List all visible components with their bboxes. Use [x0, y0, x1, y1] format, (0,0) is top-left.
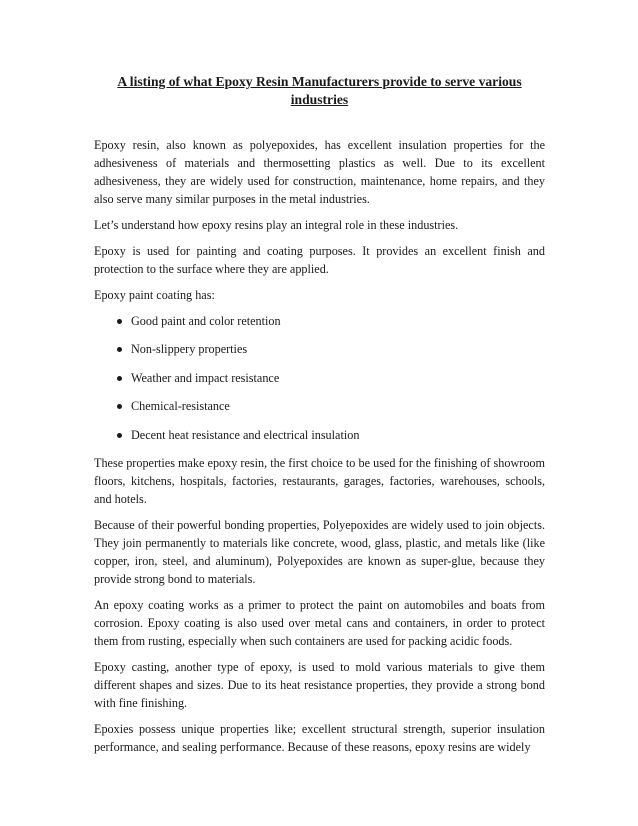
bullet-icon — [117, 376, 122, 381]
paragraph-finishing: These properties make epoxy resin, the first choice to be used for the finishing of showroom floors, kitchens, hospitals, factories, restaurants, garages, factories, warehouses, schools, and hotels. — [94, 455, 545, 506]
document-title: A listing of what Epoxy Resin Manufacturers provide to serve various industries — [117, 74, 522, 107]
paragraph-intro: Epoxy resin, also known as polyepoxides, has excellent insulation properties for the adhesiveness of materials and thermosetting plastics as well. Due to its excellent adhesiveness, they are widely used for construction, maintenance, home repairs, and they also serve many similar purposes in the metal industries. — [94, 138, 545, 206]
paragraph-bonding: Because of their powerful bonding properties, Polyepoxides are widely used to join objects. They join permanently to materials like concrete, wood, glass, plastic, and metals like (like copper, iron, steel, and aluminum), Polyepoxides are known as super-glue, because they provide strong bond to materials. — [94, 517, 545, 586]
paragraph-understand: Let’s understand how epoxy resins play an integral role in these industries. — [94, 218, 459, 232]
paragraph-painting: Epoxy is used for painting and coating purposes. It provides an excellent finish and protection to the surface where they are applied. — [94, 244, 545, 276]
paragraph-properties: Epoxies possess unique properties like; excellent structural strength, superior insulation performance, and sealing performance. Because of these reasons, epoxy resins are widely — [94, 721, 545, 754]
list-item — [94, 397, 545, 415]
bullet-icon — [117, 347, 122, 352]
list-item-text: Decent heat resistance and electrical insulation — [131, 427, 360, 442]
bullet-icon — [117, 319, 122, 324]
list-item — [94, 369, 545, 387]
list-item-text: Non-slippery properties — [131, 342, 248, 357]
list-item-text: Weather and impact resistance — [131, 370, 280, 385]
list-item-text: Chemical-resistance — [131, 399, 230, 414]
list-item-text: Good paint and color retention — [131, 314, 281, 328]
list-item — [94, 340, 545, 358]
bullet-icon — [117, 404, 122, 409]
bullet-icon — [117, 433, 122, 438]
properties-list — [94, 312, 545, 444]
document-page — [94, 73, 545, 764]
list-item — [94, 312, 545, 330]
paragraph-primer: An epoxy coating works as a primer to protect the paint on automobiles and boats from corrosion. Epoxy coating is also used over metal cans and containers, in order to protect them from rusting, especially when such containers are used for packing acidic foods. — [94, 597, 545, 648]
paragraph-coating-has: Epoxy paint coating has: — [94, 288, 215, 302]
list-item — [94, 426, 545, 444]
paragraph-casting: Epoxy casting, another type of epoxy, is used to mold various materials to give them different shapes and sizes. Due to its heat resistance properties, they provide a strong bond with fine finishing. — [94, 659, 545, 710]
